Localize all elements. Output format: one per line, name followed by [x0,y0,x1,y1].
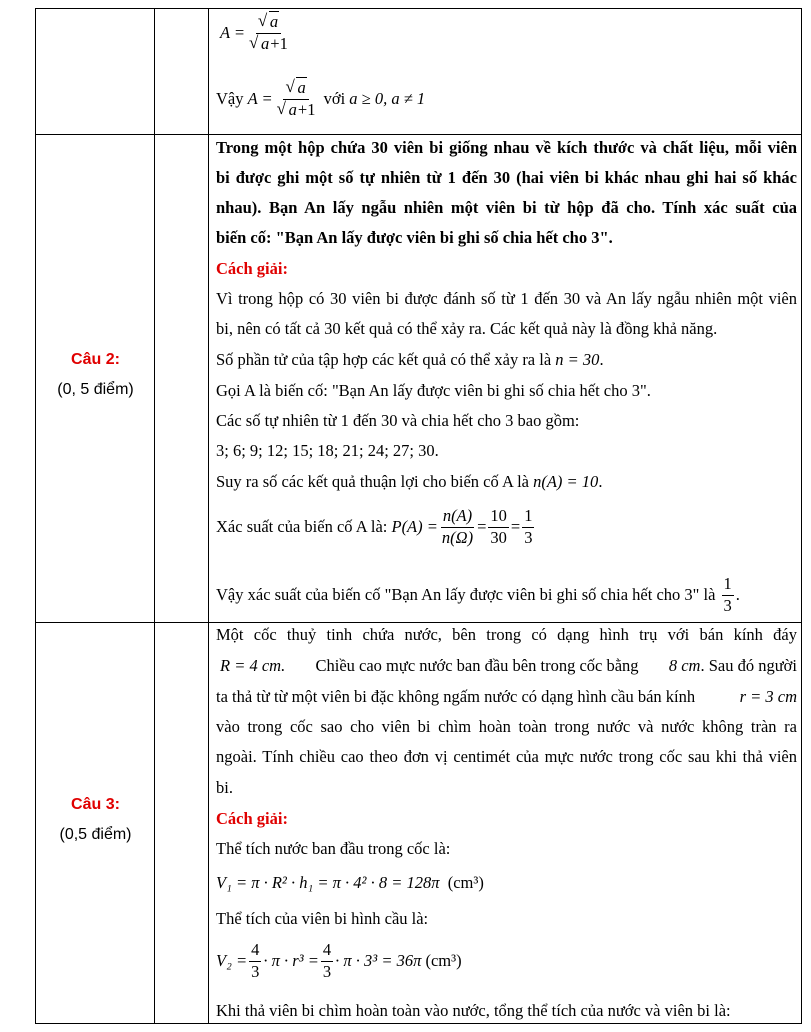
q3-line-2-text: Chiều cao mực nước ban đầu bên trong cốc bằng [315,656,639,675]
q3-step-4-mid: · π · r³ = [263,951,319,971]
question-2-text-line-2: bi được ghi một số tự nhiên từ 1 đến 30 (hai viên bi khác nhau ghi hai số khác [216,168,797,187]
q3-step-4 [216,941,462,982]
q2-step-6: Suy ra số các kết quả thuận lợi cho biến cố A là n(A) = 10. [216,472,603,491]
conclusion-A: A = [247,89,273,109]
q2-step-7-num-2: 10 [488,507,509,528]
q3-step-4-num-1: 4 [249,941,261,962]
q2-step-8-den: 3 [723,595,732,615]
question-2-text-line-4: biến cố: "Bạn An lấy được viên bi ghi số chia hết cho 3". [216,228,613,247]
formula-A-fraction: √ a √ a+1 [249,11,288,53]
q3-line-3-text: ta thả từ từ một viên bi đặc không ngấm nước có dạng hình cầu bán kính [216,687,696,706]
question-2-title: Câu 2: [71,351,120,368]
q3-step-2-math: V₁ = π · R² · h₁ = π · 4² · 8 = 128π [216,873,440,892]
q2-step-7-num-1: n(A) [441,507,474,528]
question-3-label [36,790,155,850]
q2-step-6-math: n(A) = 10 [533,472,599,491]
q2-step-7-fraction-1 [440,507,475,548]
q2-step-8-fraction [722,575,734,616]
question-3-line-5: ngoài. Tính chiều cao theo đơn vị centimét của mực nước trong cốc sau khi thả viên [216,747,797,766]
q3-height: 8 cm [668,656,701,675]
column-divider-2 [208,9,209,1023]
formula-A-lhs: A = [220,23,246,43]
question-3-line-4: vào trong cốc sao cho viên bi chìm hoàn toàn trong nước và nước không tràn ra [216,717,797,736]
question-2-points: (0, 5 điểm) [57,381,134,398]
q3-ball-radius: r = 3 cm [739,687,797,706]
q3-step-4-unit: (cm³) [425,951,462,971]
conclusion-fraction: √ a √ a+1 [276,77,316,119]
q2-step-7-num-3: 1 [522,507,534,528]
q2-step-7-lhs: P(A) = [391,517,438,537]
question-3-line-3 [216,687,797,707]
q3-line-2-end: . Sau đó người [700,656,797,675]
q3-step-4-num-2: 4 [321,941,333,962]
q3-step-4-fraction-2 [321,941,333,982]
answer-table [35,8,802,1024]
column-divider-1 [154,9,155,1023]
question-3-line-2 [216,656,797,676]
conclusion-prefix: Vậy [216,89,244,109]
question-2-text-line-1: Trong một hộp chứa 30 viên bi giống nhau về kích thước và chất liệu, mỗi viên [216,138,797,157]
formula-A [220,13,292,54]
q2-step-3: Gọi A là biến cố: "Bạn An lấy được viên bi ghi số chia hết cho 3". [216,381,651,400]
q2-step-7: Xác suất của biến cố A là: P(A) = $\frac{n(A)}{n(\Omega)}$ = $\frac{10}{30}$ = $\frac{1}{3}$ [216,506,533,547]
question-3-title: Câu 3: [71,796,120,813]
q3-radius: R = 4 cm. [220,656,286,675]
q2-step-7-fraction-3 [522,507,534,548]
formula-A-numerator: a [269,12,279,31]
q3-step-3: Thể tích của viên bi hình cầu là: [216,909,429,928]
q2-step-7-text: Xác suất của biến cố A là: [216,517,388,537]
q2-step-7-den-3: 3 [524,527,533,547]
row-divider-1 [36,134,801,135]
q2-step-8-num: 1 [722,575,734,596]
q3-step-2-unit: (cm³) [447,873,484,892]
q2-step-7-den-2: 30 [490,527,507,547]
q2-step-2: Số phần tử của tập hợp các kết quả có thể xảy ra là n = 30. [216,350,604,369]
q2-step-1a: Vì trong hộp có 30 viên bi được đánh số từ 1 đến 30 và An lấy ngẫu nhiên một viên [216,289,797,308]
q3-step-1: Thể tích nước ban đầu trong cốc là: [216,839,451,858]
question-3-line-1: Một cốc thuỷ tinh chứa nước, bên trong có dạng hình trụ với bán kính đáy [216,625,797,644]
row1-content [216,9,797,134]
q2-step-2-text: Số phần tử của tập hợp các kết quả có thể xảy ra là [216,350,552,369]
q3-step-5: Khi thả viên bi chìm hoàn toàn vào nước, tổng thể tích của nước và viên bi là: [216,1001,731,1020]
conclusion-line [216,79,425,120]
q2-step-7-den-1: n(Ω) [441,527,474,547]
q2-step-5: 3; 6; 9; 12; 15; 18; 21; 24; 27; 30. [216,441,439,460]
question-2-label [36,345,155,405]
conclusion-condition: a ≥ 0, a ≠ 1 [349,89,426,109]
q3-step-4-den-1: 3 [251,961,260,981]
question-3-line-6: bi. [216,778,233,797]
question-3-points: (0,5 điểm) [59,826,132,843]
q2-step-4: Các số tự nhiên từ 1 đến 30 và chia hết cho 3 bao gồm: [216,411,580,430]
question-2-text-line-3: nhau). Bạn An lấy ngẫu nhiên một viên bi từ hộp đã cho. Tính xác suất của [216,198,797,217]
q2-step-8: Vậy xác suất của biến cố "Bạn An lấy được viên bi ghi số chia hết cho 3" là $\frac{1}{3}$ . [216,574,740,615]
question-3-solution-label: Cách giải: [216,809,288,828]
q2-step-8-text: Vậy xác suất của biến cố "Bạn An lấy được viên bi ghi số chia hết cho 3" là [216,585,716,605]
row-divider-2 [36,622,801,623]
q3-step-2 [216,873,484,893]
conclusion-cond-word: với [323,89,346,109]
q2-step-2-math: n = 30 [555,350,600,369]
q3-step-4-rhs: · π · 3³ = 36π [335,951,422,971]
question-2-solution-label: Cách giải: [216,259,288,278]
q3-step-4-den-2: 3 [322,961,332,981]
q2-step-1b: bi, nên có tất cả 30 kết quả có thể xảy ra. Các kết quả này là đồng khả năng. [216,319,718,338]
q2-step-7-fraction-2 [488,507,509,548]
q3-step-4-fraction-1 [249,941,261,982]
q3-step-4-lhs: V₂ = [216,951,248,971]
q2-step-6-text: Suy ra số các kết quả thuận lợi cho biến cố A là [216,472,529,491]
